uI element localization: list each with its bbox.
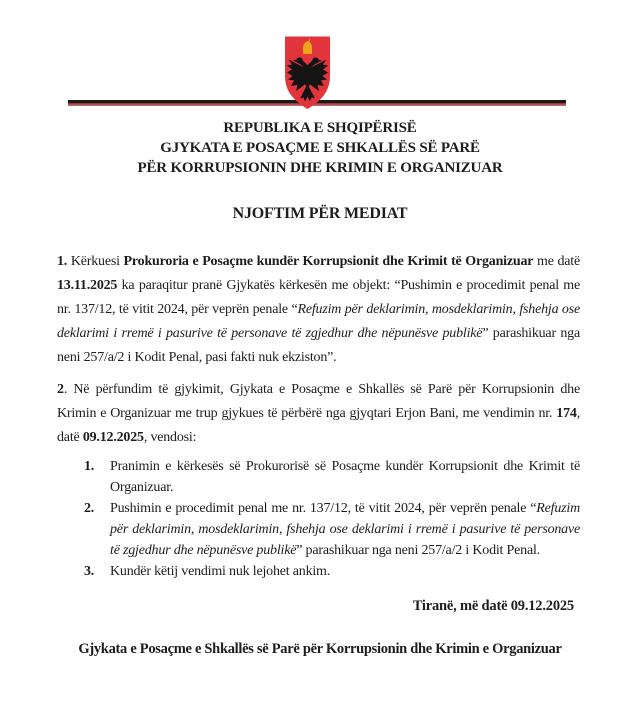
- decision-item-1-text: Pranimin e kërkesës së Prokurorisë së Posaçme kundër Korrupsionit dhe Krimit të Organizuar.: [110, 459, 580, 495]
- decision-item-1-number: 1.: [84, 459, 95, 474]
- decision-item-1: [57, 456, 580, 498]
- decision-item-2-number: 2.: [84, 501, 95, 516]
- decision-list: [57, 456, 580, 582]
- date-place-line: Tiranë, më datë 09.12.2025: [412, 598, 574, 614]
- paragraph-request: 1. Kërkuesi Prokuroria e Posaçme kundër Korrupsionit dhe Krimit të Organizuar me datë 13.11.2025 ka paraqitur pranë Gjykatës kërkesën me objekt: “Pushimin e procedimit penal me nr. 137/12, të vitit 2024, për veprën penale “Refuzim për deklarimin, mosdeklarimin, fshehja ose deklarimi i rremë i pasurive të personave të zgjedhur dhe nëpunësve publikë” parashikuar nga neni 257/a/2 i Kodit Penal, pasi fakti nuk ekziston”.: [57, 254, 581, 365]
- decision-item-3-number: 3.: [84, 564, 95, 579]
- header-line-court-name: GJYKATA E POSAÇME E SHKALLËS SË PARË: [160, 140, 480, 156]
- coat-of-arms: [283, 35, 332, 111]
- decision-item-3: [57, 561, 580, 582]
- header-line-court-scope: PËR KORRUPSIONIN DHE KRIMIN E ORGANIZUAR: [137, 160, 503, 176]
- paragraph-decision-intro: 2. Në përfundim të gjykimit, Gjykata e Posaçme e Shkallës së Parë për Korrupsionin dhe Krimin e Organizuar me trup gjykues të përbërë nga gjyqtari Erjon Bani, me vendimin nr. 174, datë 09.12.2025, vendosi:: [57, 382, 580, 445]
- decision-item-2: [57, 498, 580, 561]
- decision-item-2-text: Pushimin e procedimit penal me nr. 137/12, të vitit 2024, për veprën penale “Refuzim për deklarimin, mosdeklarimin, fshehja ose deklarimi i rremë i pasurive të personave të zgjedhur dhe nëpunësve publikë” parashikuar nga neni 257/a/2 i Kodit Penal.: [110, 501, 580, 558]
- decision-item-3-text: Kundër këtij vendimi nuk lejohet ankim.: [110, 564, 331, 579]
- document-title: NJOFTIM PËR MEDIAT: [232, 205, 408, 222]
- signature-line: Gjykata e Posaçme e Shkallës së Parë për Korrupsionin dhe Krimin e Organizuar: [78, 641, 562, 657]
- header-line-republic: REPUBLIKA E SHQIPËRISË: [223, 120, 417, 136]
- document-body: [57, 250, 580, 617]
- albanian-eagle-icon: [283, 35, 332, 111]
